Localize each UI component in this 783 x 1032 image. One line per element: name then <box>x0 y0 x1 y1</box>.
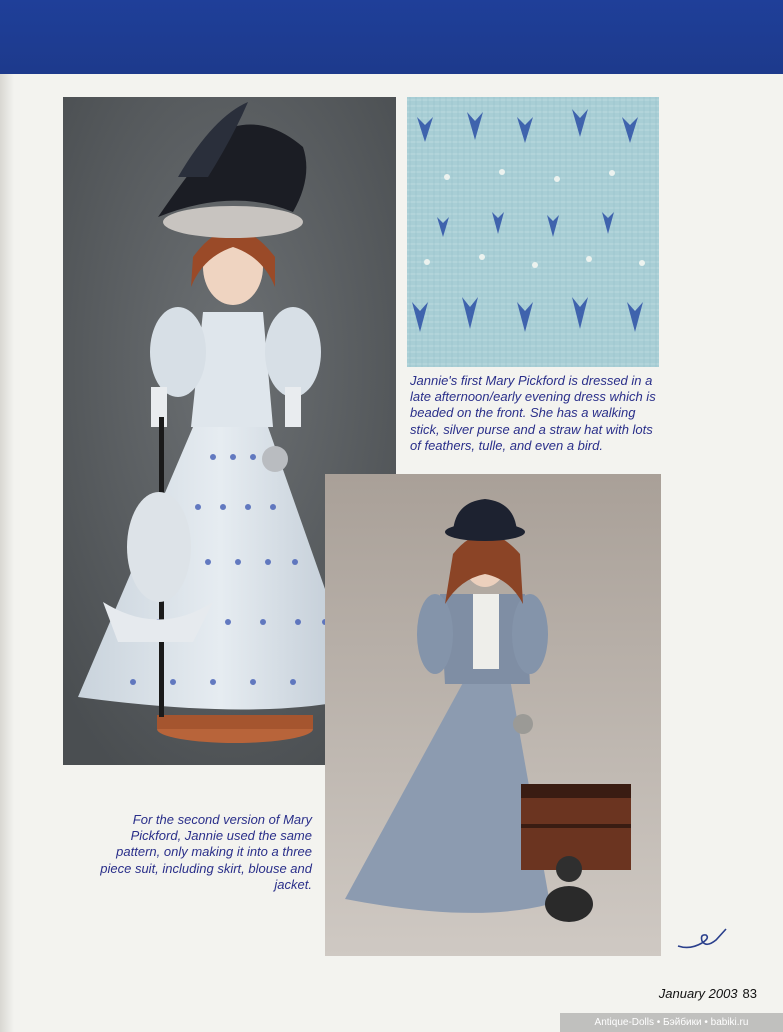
caption-second-version: For the second version of Mary Pickford, Jannie used the same pattern, only making it into a three piece suit, including skirt, blouse and jacket. <box>100 812 312 892</box>
beaded-fabric-closeup-photo <box>407 97 659 367</box>
beaded-fabric-illustration <box>407 97 659 367</box>
caption-first-dress: Jannie's first Mary Pickford is dressed in a late afternoon/early evening dress which is beaded on the front. She has a walking stick, silver purse and a straw hat with lots of feathers, tulle, and even a bird. <box>410 373 656 453</box>
doll-suit-with-trunk-photo <box>325 474 661 956</box>
watermark-banner: Antique-Dolls • Бэйбики • babiki.ru <box>560 1013 783 1032</box>
end-swirl-icon <box>676 926 728 952</box>
doll-suit-illustration <box>325 474 661 956</box>
page-footer <box>560 986 757 1001</box>
issue-date: January 2003 <box>658 986 738 1001</box>
header-band <box>0 0 783 74</box>
page-number: 83 <box>742 986 757 1001</box>
page-edge <box>0 74 14 1032</box>
